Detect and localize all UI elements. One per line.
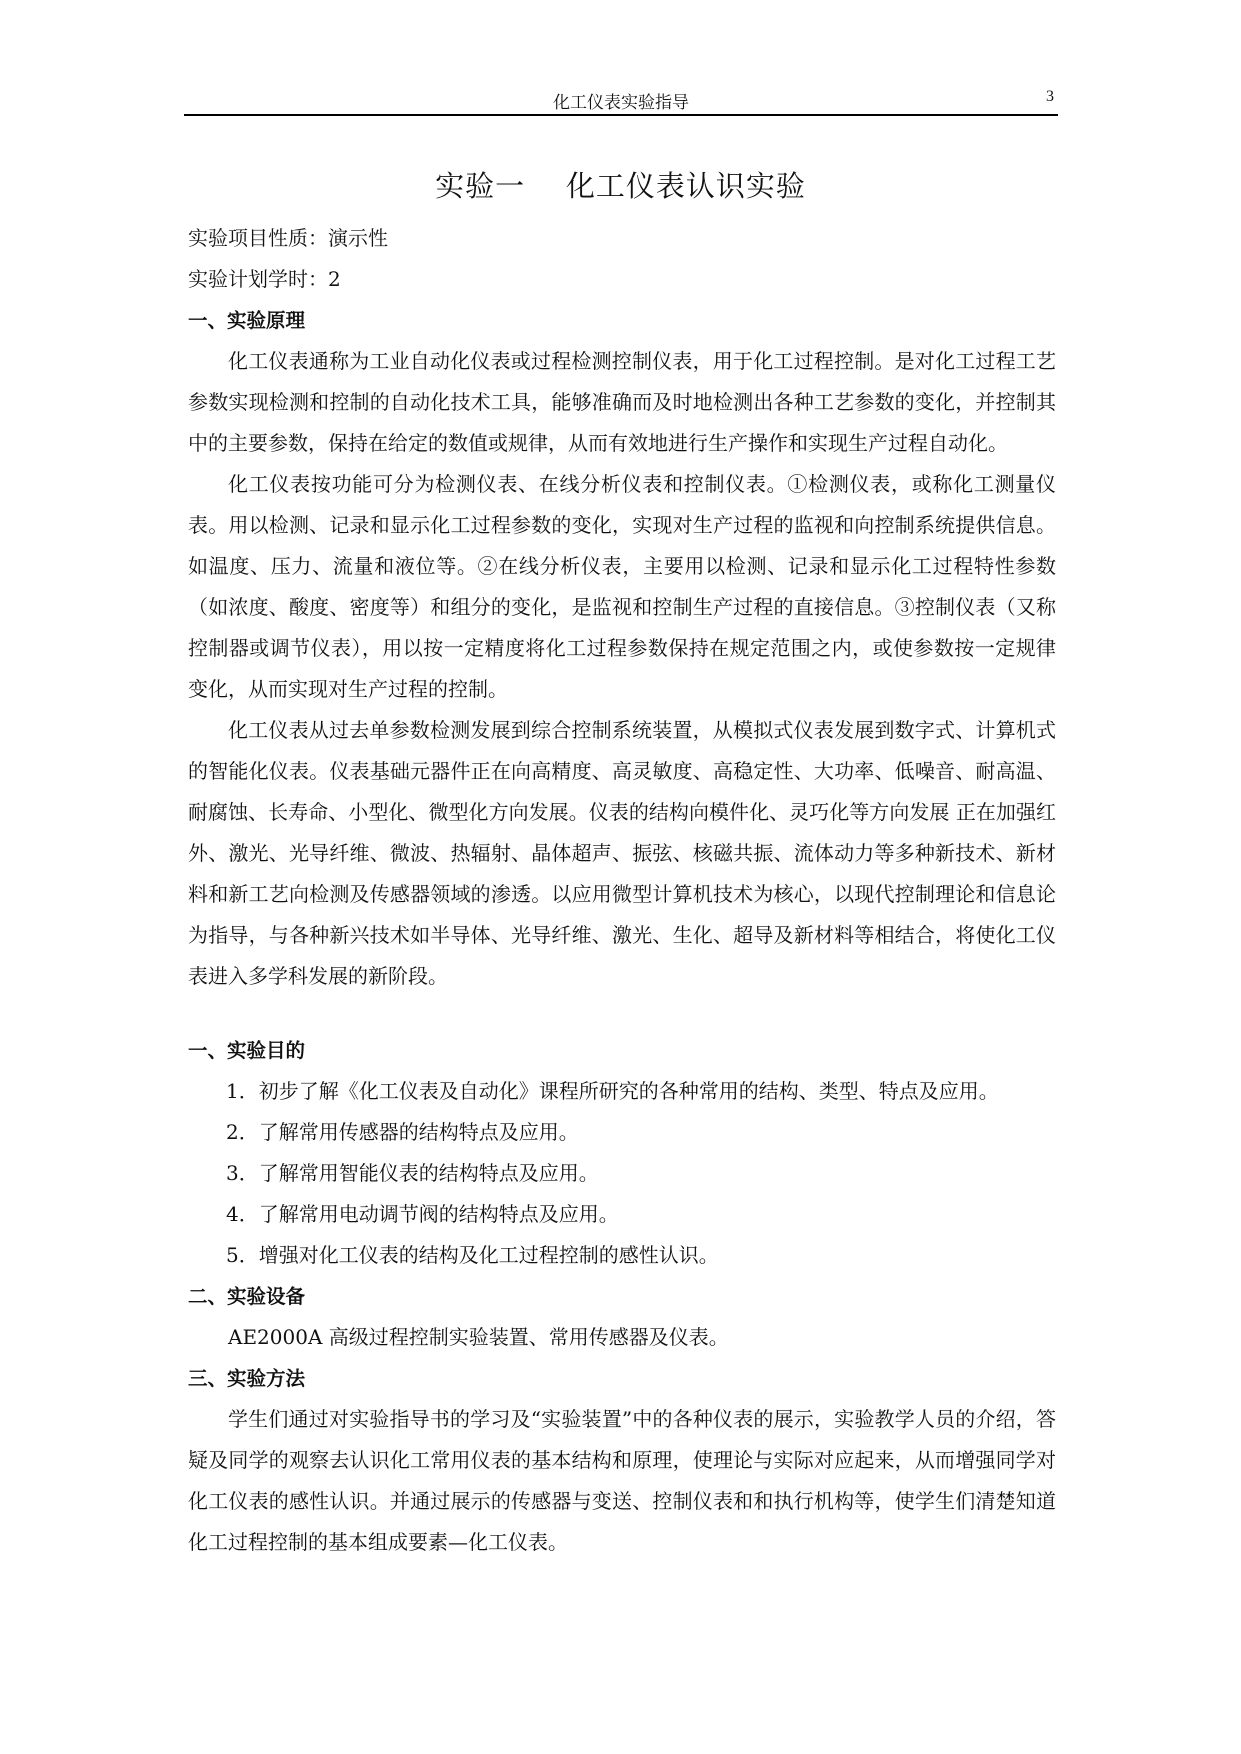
page-header [184,86,1058,116]
section-heading-principle: 一、实验原理 [188,309,306,332]
section-heading-method: 三、实验方法 [188,1367,306,1390]
principle-paragraph-1: 化工仪表通称为工业自动化仪表或过程检测控制仪表，用于化工过程控制。是对化工过程工艺参数实现检测和控制的自动化技术工具，能够准确而及时地检测出各种工艺参数的变化，并控制其中的主要参数，保持在给定的数值或规律，从而有效地进行生产操作和实现生产过程自动化。 [188,349,1056,455]
objective-item-3: 3．了解常用智能仪表的结构特点及应用。 [226,1161,599,1185]
experiment-hours: 实验计划学时：2 [188,267,341,291]
section-spacer [188,997,1056,1030]
objective-item-2: 2．了解常用传感器的结构特点及应用。 [226,1120,579,1144]
document-body [188,218,1056,1563]
header-title: 化工仪表实验指导 [553,93,689,113]
method-paragraph: 学生们通过对实验指导书的学习及“实验装置”中的各种仪表的展示，实验教学人员的介绍，答疑及同学的观察去认识化工常用仪表的基本结构和原理，使理论与实际对应起来，从而增强同学对化工仪表的感性认识。并通过展示的传感器与变送、控制仪表和和执行机构等，使学生们清楚知道化工过程控制的基本组成要素—化工仪表。 [188,1407,1056,1554]
principle-paragraph-2: 化工仪表按功能可分为检测仪表、在线分析仪表和控制仪表。①检测仪表，或称化工测量仪表。用以检测、记录和显示化工过程参数的变化，实现对生产过程的监视和向控制系统提供信息。如温度、压力、流量和液位等。②在线分析仪表，主要用以检测、记录和显示化工过程特性参数（如浓度、酸度、密度等）和组分的变化，是监视和控制生产过程的直接信息。③控制仪表（又称控制器或调节仪表），用以按一定精度将化工过程参数保持在规定范围之内，或使参数按一定规律变化，从而实现对生产过程的控制。 [188,472,1056,701]
experiment-nature: 实验项目性质：演示性 [188,226,388,250]
header-page-number: 3 [1046,88,1054,105]
objective-item-4: 4．了解常用电动调节阀的结构特点及应用。 [226,1202,619,1226]
objective-item-1: 1．初步了解《化工仪表及自动化》课程所研究的各种常用的结构、类型、特点及应用。 [226,1079,999,1103]
document-title: 实验一 化工仪表认识实验 [435,169,806,203]
section-heading-equipment: 二、实验设备 [188,1285,306,1308]
section-heading-objectives: 一、实验目的 [188,1039,306,1062]
equipment-text: AE2000A 高级过程控制实验装置、常用传感器及仪表。 [228,1325,729,1349]
principle-paragraph-3: 化工仪表从过去单参数检测发展到综合控制系统装置，从模拟式仪表发展到数字式、计算机式的智能化仪表。仪表基础元器件正在向高精度、高灵敏度、高稳定性、大功率、低噪音、耐高温、耐腐蚀、长寿命、小型化、微型化方向发展。仪表的结构向模件化、灵巧化等方向发展 正在加强红外、激光、光导纤维、微波、热辐射、晶体超声、振弦、核磁共振、流体动力等多种新技术、新材料和新工艺向检测及传感器领域的渗透。以应用微型计算机技术为核心，以现代控制理论和信息论为指导，与各种新兴技术如半导体、光导纤维、激光、生化、超导及新材料等相结合，将使化工仪表进入多学科发展的新阶段。 [188,718,1056,988]
objective-item-5: 5．增强对化工仪表的结构及化工过程控制的感性认识。 [226,1243,719,1267]
